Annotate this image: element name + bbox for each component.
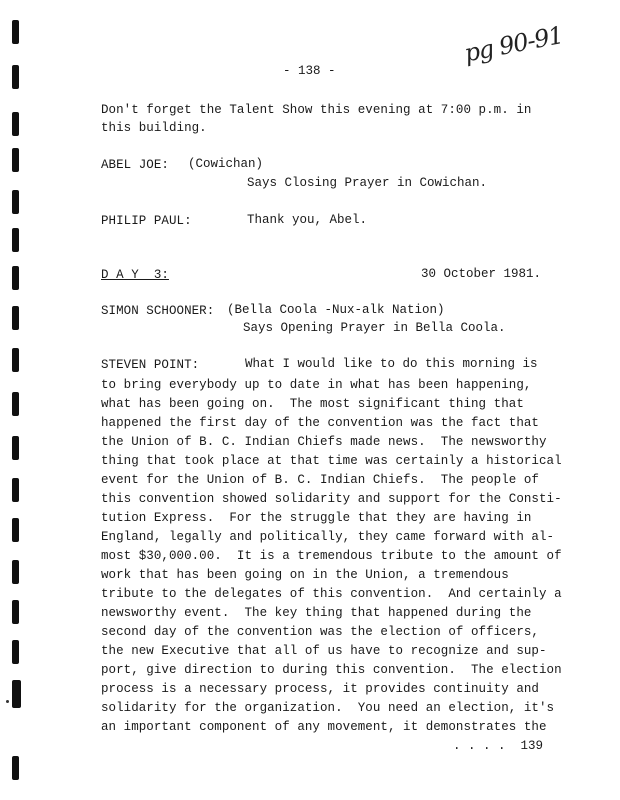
speaker-philip-paul: PHILIP PAUL: xyxy=(101,214,192,228)
scan-speck xyxy=(6,700,9,703)
body-line: newsworthy event. The key thing that happened during the xyxy=(101,606,532,620)
body-line: tribute to the delegates of this convention. And certainly a xyxy=(101,587,562,601)
steven-first-line: What I would like to do this morning is xyxy=(245,357,538,371)
body-line: tution Express. For the struggle that they are having in xyxy=(101,511,532,525)
speaker-steven-point: STEVEN POINT: xyxy=(101,358,200,372)
abel-action: Says Closing Prayer in Cowichan. xyxy=(247,176,488,190)
body-line: this convention showed solidarity and support for the Consti- xyxy=(101,492,562,506)
body-line: what has been going on. The most significant thing that xyxy=(101,397,524,411)
body-line: solidarity for the organization. You need an election, it's xyxy=(101,701,555,715)
abel-affiliation: (Cowichan) xyxy=(188,157,264,171)
body-line: second day of the convention was the election of officers, xyxy=(101,625,539,639)
page-number: - 138 - xyxy=(283,64,336,78)
day-heading: D A Y 3: xyxy=(101,268,169,282)
body-line: England, legally and politically, they came forward with al- xyxy=(101,530,555,544)
simon-action: Says Opening Prayer in Bella Coola. xyxy=(243,321,506,335)
body-line: process is a necessary process, it provides continuity and xyxy=(101,682,539,696)
body-line: most $30,000.00. It is a tremendous tribute to the amount of xyxy=(101,549,562,563)
philip-text: Thank you, Abel. xyxy=(247,213,368,227)
simon-affiliation: (Bella Coola -Nux-alk Nation) xyxy=(227,303,445,317)
notice-line-2: this building. xyxy=(101,121,207,135)
body-line: an important component of any movement, it demonstrates the xyxy=(101,720,547,734)
body-line: thing that took place at that time was certainly a historical xyxy=(101,454,562,468)
handwritten-annotation: pg 90-91 xyxy=(462,21,566,68)
body-line: the new Executive that all of us have to recognize and sup- xyxy=(101,644,547,658)
body-line: work that has been going on in the Union, a tremendous xyxy=(101,568,509,582)
continuation-marker: . . . . 139 xyxy=(453,739,544,753)
body-line: happened the first day of the convention was the fact that xyxy=(101,416,539,430)
speaker-abel-joe: ABEL JOE: xyxy=(101,158,169,172)
body-line: event for the Union of B. C. Indian Chiefs. The people of xyxy=(101,473,539,487)
body-line: the Union of B. C. Indian Chiefs made news. The newsworthy xyxy=(101,435,547,449)
body-line: to bring everybody up to date in what has been happening, xyxy=(101,378,532,392)
body-line: port, give direction to during this convention. The election xyxy=(101,663,562,677)
speaker-simon-schooner: SIMON SCHOONER: xyxy=(101,304,215,318)
day-date: 30 October 1981. xyxy=(421,267,542,281)
notice-line-1: Don't forget the Talent Show this evening at 7:00 p.m. in xyxy=(101,103,532,117)
